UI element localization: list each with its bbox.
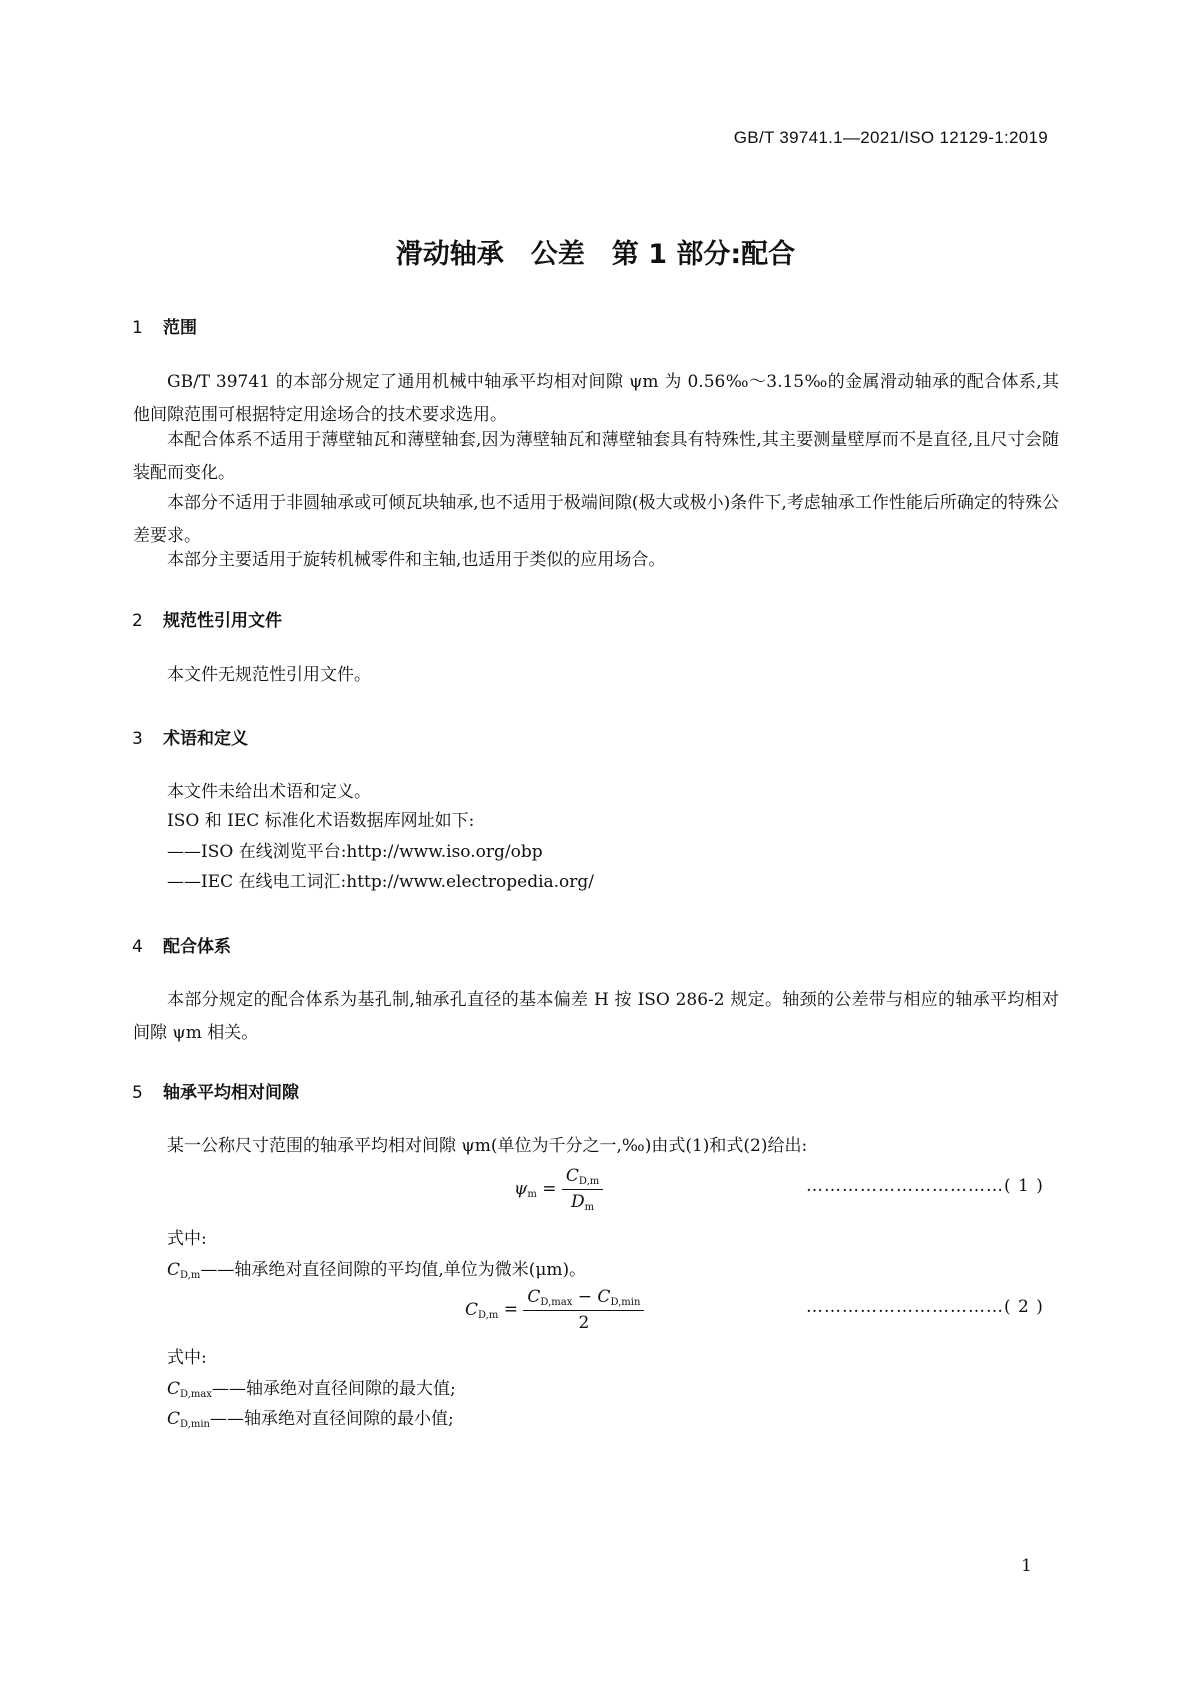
section-number: 5 bbox=[132, 1083, 143, 1103]
symbol: $C_{D,m}$ bbox=[167, 1260, 201, 1281]
section-title: 术语和定义 bbox=[163, 729, 248, 749]
page-number: 1 bbox=[1021, 1556, 1032, 1576]
formula-2-denominator: 2 bbox=[578, 1313, 590, 1333]
definition-cdmin bbox=[167, 1403, 454, 1441]
formula-1-lhs: $\psi_m$ bbox=[514, 1179, 537, 1200]
section-number: 4 bbox=[132, 937, 143, 957]
formula-2-leader: …………………………… bbox=[806, 1297, 1004, 1317]
formula-2-lhs: $C_{D,m}$ bbox=[465, 1299, 499, 1321]
section-title: 范围 bbox=[163, 318, 197, 338]
section-1-paragraph: 本部分不适用于非圆轴承或可倾瓦块轴承,也不适用于极端间隙(极大或极小)条件下,考虑轴承工作性能后所确定的特殊公差要求。 bbox=[133, 493, 1059, 546]
formula-2-numerator: $C_{D,max} - C_{D,min}$ bbox=[523, 1287, 644, 1311]
where-label-2: 式中: bbox=[167, 1348, 207, 1368]
document-title: 滑动轴承 公差 第 1 部分:配合 bbox=[395, 239, 796, 270]
section-1-paragraph: 本配合体系不适用于薄壁轴瓦和薄壁轴套,因为薄壁轴瓦和薄壁轴套具有特殊性,其主要测量壁厚而不是直径,且尺寸会随装配而变化。 bbox=[133, 430, 1059, 483]
formula-1-denominator: $D_m$ bbox=[571, 1192, 595, 1213]
section-number: 2 bbox=[132, 611, 143, 631]
section-3-line: 本文件未给出术语和定义。 bbox=[167, 782, 371, 802]
formula-1-number bbox=[806, 1176, 1044, 1196]
formula-1-label: ( 1 ) bbox=[1004, 1176, 1044, 1196]
formula-2-label: ( 2 ) bbox=[1004, 1297, 1044, 1317]
symbol: $C_{D,max}$ bbox=[167, 1379, 212, 1400]
symbol: $C_{D,min}$ bbox=[167, 1409, 210, 1430]
definition-text: ——轴承绝对直径间隙的最小值; bbox=[209, 1409, 454, 1429]
section-1-paragraph: GB/T 39741 的本部分规定了通用机械中轴承平均相对间隙 ψm 为 0.56‰～3.15‰的金属滑动轴承的配合体系,其他间隙范围可根据特定用途场合的技术要求选用。 bbox=[133, 372, 1059, 425]
formula-1-leader: …………………………… bbox=[806, 1176, 1004, 1196]
section-number: 3 bbox=[132, 729, 143, 749]
definition-text: ——轴承绝对直径间隙的最大值; bbox=[211, 1379, 456, 1399]
section-1-paragraph: 本部分主要适用于旋转机械零件和主轴,也适用于类似的应用场合。 bbox=[167, 550, 666, 570]
formula-1 bbox=[514, 1166, 603, 1213]
section-2-heading bbox=[132, 606, 282, 631]
standard-code: GB/T 39741.1—2021/ISO 12129-1:2019 bbox=[733, 128, 1048, 147]
section-title: 轴承平均相对间隙 bbox=[163, 1083, 299, 1103]
section-4-heading bbox=[132, 932, 231, 957]
formula-2-fraction bbox=[523, 1287, 644, 1333]
where-label-1: 式中: bbox=[167, 1229, 207, 1249]
section-title: 配合体系 bbox=[163, 937, 231, 957]
section-title: 规范性引用文件 bbox=[163, 611, 282, 631]
formula-2-number bbox=[806, 1297, 1044, 1317]
formula-2 bbox=[465, 1287, 644, 1333]
formula-1-numerator: $C_{D,m}$ bbox=[562, 1166, 603, 1190]
section-2-paragraph: 本文件无规范性引用文件。 bbox=[167, 665, 371, 685]
section-1-heading bbox=[132, 313, 197, 338]
section-5-heading bbox=[132, 1078, 299, 1103]
formula-2-equals: = bbox=[503, 1299, 518, 1320]
formula-1-equals: = bbox=[542, 1179, 557, 1199]
section-3-heading bbox=[132, 724, 248, 749]
section-4-paragraph: 本部分规定的配合体系为基孔制,轴承孔直径的基本偏差 H 按 ISO 286-2 规定。轴颈的公差带与相应的轴承平均相对间隙 ψm 相关。 bbox=[133, 990, 1059, 1043]
electropedia-link[interactable]: ——IEC 在线电工词汇:http://www.electropedia.org/ bbox=[167, 872, 595, 892]
section-5-intro: 某一公称尺寸范围的轴承平均相对间隙 ψm(单位为千分之一,‰)由式(1)和式(2)给出: bbox=[167, 1136, 808, 1156]
formula-1-fraction bbox=[562, 1166, 603, 1213]
definition-text: ——轴承绝对直径间隙的平均值,单位为微米(μm)。 bbox=[200, 1260, 587, 1280]
section-number: 1 bbox=[132, 318, 143, 338]
iso-obp-link[interactable]: ——ISO 在线浏览平台:http://www.iso.org/obp bbox=[167, 842, 543, 862]
section-3-line: ISO 和 IEC 标准化术语数据库网址如下: bbox=[167, 811, 475, 831]
